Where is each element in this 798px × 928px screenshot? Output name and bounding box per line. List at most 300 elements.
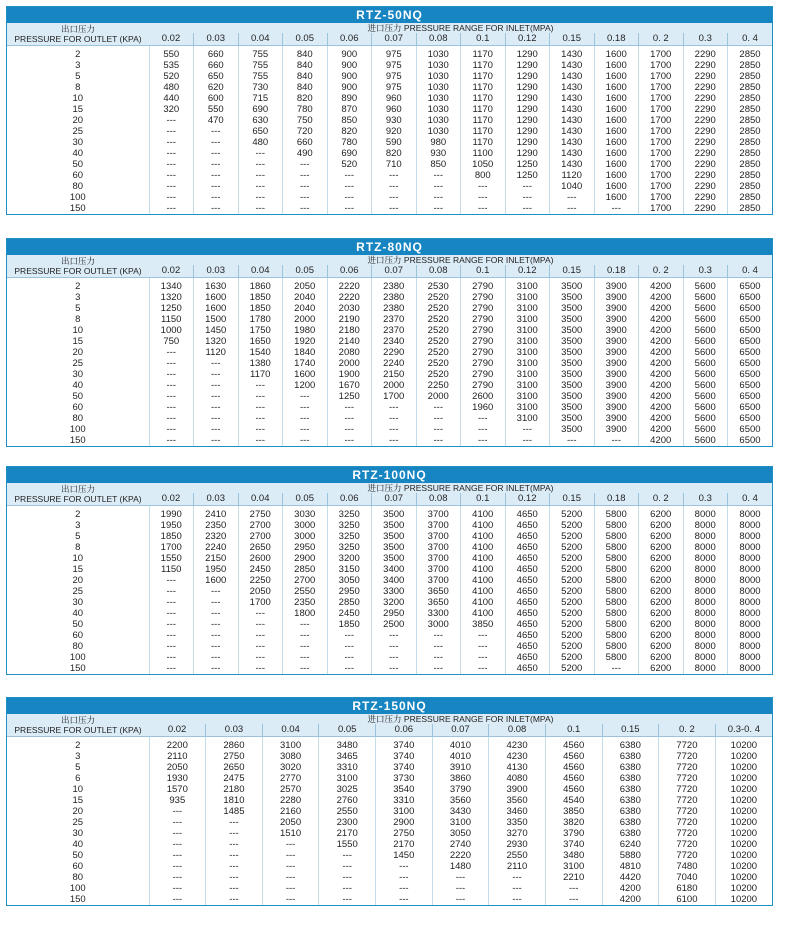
flow-value-cell: 4200 (639, 358, 684, 369)
table-row (7, 278, 772, 293)
flow-value-cell: 1290 (505, 60, 550, 71)
flow-value-cell: 8000 (683, 520, 728, 531)
flow-value-cell: 5200 (550, 520, 595, 531)
flow-value-cell: --- (194, 619, 239, 630)
flow-value-cell: 3080 (262, 751, 319, 762)
flow-value-cell: 4650 (505, 619, 550, 630)
flow-value-cell: --- (489, 883, 546, 894)
flow-value-cell: 4100 (461, 564, 506, 575)
flow-value-cell: 3400 (372, 575, 417, 586)
inlet-column-header: 0.18 (594, 33, 639, 46)
flow-value-cell: 6500 (728, 358, 773, 369)
flow-value-cell: 3250 (327, 520, 372, 531)
flow-value-cell: --- (505, 192, 550, 203)
flow-value-cell: 10200 (715, 850, 772, 861)
flow-value-cell: 3430 (432, 806, 489, 817)
flow-value-cell: 3900 (489, 784, 546, 795)
flow-value-cell: --- (149, 391, 194, 402)
flow-value-cell: 4560 (545, 762, 602, 773)
flow-value-cell: 3100 (505, 278, 550, 293)
flow-value-cell: 5800 (594, 553, 639, 564)
flow-value-cell: 1170 (461, 46, 506, 61)
table-row (7, 104, 772, 115)
flow-value-cell: --- (194, 608, 239, 619)
flow-value-cell: --- (194, 586, 239, 597)
flow-value-cell: 3900 (594, 413, 639, 424)
flow-value-cell: 3250 (327, 542, 372, 553)
flow-value-cell: 1000 (149, 325, 194, 336)
flow-value-cell: 5600 (683, 380, 728, 391)
flow-value-cell: --- (461, 424, 506, 435)
flow-value-cell: 470 (194, 115, 239, 126)
flow-value-cell: 4200 (639, 369, 684, 380)
outlet-pressure-cell: 40 (72, 608, 84, 619)
flow-value-cell: 4650 (505, 542, 550, 553)
flow-value-cell: 3500 (550, 314, 595, 325)
flow-value-cell: 10200 (715, 806, 772, 817)
flow-value-cell: --- (416, 192, 461, 203)
flow-value-cell: 440 (149, 93, 194, 104)
flow-value-cell: 4200 (639, 347, 684, 358)
flow-value-cell: --- (327, 413, 372, 424)
flow-value-cell: --- (594, 663, 639, 674)
flow-value-cell: 2150 (372, 369, 417, 380)
flow-value-cell: 2750 (206, 751, 263, 762)
flow-value-cell: --- (372, 170, 417, 181)
flow-value-cell: 3860 (432, 773, 489, 784)
flow-value-cell: --- (149, 159, 194, 170)
inlet-column-header: 0.06 (327, 493, 372, 506)
flow-value-cell: 4560 (545, 773, 602, 784)
flow-value-cell: 2080 (327, 347, 372, 358)
flow-value-cell: --- (194, 137, 239, 148)
flow-value-cell: 3100 (319, 773, 376, 784)
pressure-table (7, 483, 772, 674)
flow-value-cell: 5600 (683, 325, 728, 336)
flow-value-cell: 1150 (149, 314, 194, 325)
table-row (7, 553, 772, 564)
inlet-column-header: 0.07 (372, 265, 417, 278)
flow-value-cell: 3050 (432, 828, 489, 839)
inlet-column-header: 0.03 (194, 493, 239, 506)
outlet-pressure-cell: 150 (69, 435, 86, 446)
flow-value-cell: 6500 (728, 391, 773, 402)
table-row (7, 883, 772, 894)
outlet-pressure-cell: 40 (72, 380, 84, 391)
flow-value-cell: 715 (238, 93, 283, 104)
flow-value-cell: 1600 (594, 159, 639, 170)
flow-value-cell: 620 (194, 82, 239, 93)
flow-value-cell: 7720 (659, 751, 716, 762)
table-row (7, 137, 772, 148)
flow-value-cell: 6500 (728, 424, 773, 435)
flow-value-cell: 1700 (639, 137, 684, 148)
flow-value-cell: 490 (283, 148, 328, 159)
flow-value-cell: 6200 (639, 586, 684, 597)
outlet-label-en: PRESSURE FOR OUTLET (KPA) (14, 266, 142, 276)
flow-value-cell: 2850 (728, 192, 773, 203)
inlet-column-header: 0.08 (489, 724, 546, 737)
flow-value-cell: 2790 (461, 358, 506, 369)
flow-value-cell: 3700 (416, 506, 461, 521)
flow-value-cell: 6500 (728, 347, 773, 358)
inlet-column-header: 0. 2 (639, 33, 684, 46)
table-row (7, 608, 772, 619)
outlet-pressure-cell: 80 (72, 641, 84, 652)
flow-value-cell: 6200 (639, 553, 684, 564)
flow-value-cell: 6200 (639, 608, 684, 619)
flow-value-cell: --- (238, 380, 283, 391)
flow-value-cell: 4650 (505, 652, 550, 663)
flow-value-cell: 3500 (550, 380, 595, 391)
flow-value-cell: --- (283, 424, 328, 435)
flow-value-cell: --- (206, 828, 263, 839)
flow-value-cell: --- (238, 159, 283, 170)
pressure-table (7, 23, 772, 214)
flow-value-cell: 2790 (461, 347, 506, 358)
flow-value-cell: 8000 (728, 575, 773, 586)
flow-value-cell: 2760 (319, 795, 376, 806)
flow-value-cell: --- (238, 413, 283, 424)
flow-value-cell: 1030 (416, 60, 461, 71)
flow-value-cell: --- (262, 850, 319, 861)
flow-value-cell: 4200 (602, 894, 659, 905)
flow-value-cell: 2050 (149, 762, 206, 773)
flow-value-cell: --- (283, 402, 328, 413)
flow-value-cell: 1700 (639, 170, 684, 181)
flow-value-cell: 6500 (728, 336, 773, 347)
outlet-pressure-cell: 50 (72, 619, 84, 630)
flow-value-cell: 730 (238, 82, 283, 93)
table-row (7, 872, 772, 883)
flow-value-cell: --- (149, 170, 194, 181)
flow-value-cell: --- (505, 435, 550, 446)
flow-value-cell: 5600 (683, 278, 728, 293)
flow-value-cell: --- (327, 192, 372, 203)
flow-value-cell: --- (283, 641, 328, 652)
flow-value-cell: --- (149, 828, 206, 839)
outlet-pressure-cell: 50 (72, 159, 84, 170)
flow-value-cell: --- (149, 203, 194, 214)
inlet-column-header: 0.04 (262, 724, 319, 737)
table-row (7, 325, 772, 336)
outlet-pressure-cell: 25 (72, 126, 84, 137)
flow-value-cell: --- (149, 652, 194, 663)
flow-value-cell: --- (194, 424, 239, 435)
flow-value-cell: 8000 (683, 619, 728, 630)
flow-value-cell: 480 (149, 82, 194, 93)
flow-value-cell: --- (149, 181, 194, 192)
flow-value-cell: 3100 (505, 314, 550, 325)
flow-value-cell: --- (149, 380, 194, 391)
flow-value-cell: --- (206, 839, 263, 850)
flow-value-cell: 6380 (602, 762, 659, 773)
flow-value-cell: 3500 (372, 506, 417, 521)
flow-value-cell: 2290 (683, 104, 728, 115)
flow-value-cell: 975 (372, 46, 417, 61)
flow-value-cell: 6500 (728, 435, 773, 446)
flow-value-cell: 6500 (728, 325, 773, 336)
inlet-column-header: 0.07 (432, 724, 489, 737)
flow-value-cell: --- (489, 872, 546, 883)
table-row (7, 806, 772, 817)
flow-value-cell: 3200 (327, 553, 372, 564)
flow-value-cell: 3310 (319, 762, 376, 773)
flow-value-cell: 2240 (194, 542, 239, 553)
flow-value-cell: 2050 (262, 817, 319, 828)
flow-value-cell: 1850 (238, 303, 283, 314)
outlet-pressure-cell: 2 (75, 740, 81, 751)
flow-value-cell: 2520 (416, 369, 461, 380)
flow-value-cell: 5800 (594, 597, 639, 608)
flow-value-cell: 5200 (550, 663, 595, 674)
flow-value-cell: --- (550, 435, 595, 446)
flow-value-cell: 8000 (728, 608, 773, 619)
flow-value-cell: 1650 (238, 336, 283, 347)
inlet-column-header: 0.02 (149, 724, 206, 737)
outlet-pressure-header (7, 714, 149, 737)
flow-value-cell: --- (283, 203, 328, 214)
flow-value-cell: 2000 (283, 314, 328, 325)
flow-value-cell: 2790 (461, 278, 506, 293)
outlet-pressure-cell: 5 (75, 71, 81, 82)
flow-value-cell: 1170 (461, 126, 506, 137)
outlet-pressure-cell: 15 (72, 336, 84, 347)
outlet-label-en: PRESSURE FOR OUTLET (KPA) (14, 34, 142, 44)
flow-value-cell: 5200 (550, 542, 595, 553)
flow-value-cell: 8000 (728, 597, 773, 608)
inlet-column-header: 0.12 (505, 493, 550, 506)
flow-value-cell: --- (149, 883, 206, 894)
flow-value-cell: --- (262, 872, 319, 883)
table-row (7, 369, 772, 380)
flow-value-cell: 590 (372, 137, 417, 148)
outlet-pressure-cell: 6 (75, 773, 81, 784)
flow-value-cell: 5600 (683, 369, 728, 380)
spec-table-2 (6, 466, 773, 675)
flow-value-cell: 2040 (283, 292, 328, 303)
flow-value-cell: 3700 (416, 564, 461, 575)
flow-value-cell: 2180 (327, 325, 372, 336)
flow-value-cell: 2790 (461, 303, 506, 314)
flow-value-cell: --- (319, 883, 376, 894)
flow-value-cell: --- (505, 181, 550, 192)
outlet-pressure-cell: 3 (75, 60, 81, 71)
flow-value-cell: 1600 (594, 93, 639, 104)
flow-value-cell: 2370 (372, 314, 417, 325)
flow-value-cell: 2320 (194, 531, 239, 542)
table-row (7, 850, 772, 861)
flow-value-cell: 2290 (683, 137, 728, 148)
flow-value-cell: --- (238, 391, 283, 402)
flow-value-cell: 6200 (639, 630, 684, 641)
flow-value-cell: 920 (372, 126, 417, 137)
flow-value-cell: --- (461, 663, 506, 674)
pressure-table (7, 255, 772, 446)
flow-value-cell: --- (416, 413, 461, 424)
flow-value-cell: --- (149, 148, 194, 159)
flow-value-cell: --- (327, 641, 372, 652)
flow-value-cell: 2290 (683, 71, 728, 82)
flow-value-cell: 4100 (461, 597, 506, 608)
flow-value-cell: 3480 (545, 850, 602, 861)
inlet-column-header: 0. 4 (728, 33, 773, 46)
flow-value-cell: --- (149, 663, 194, 674)
table-row (7, 71, 772, 82)
flow-value-cell: 6380 (602, 784, 659, 795)
flow-value-cell: 1510 (262, 828, 319, 839)
flow-value-cell: 7720 (659, 795, 716, 806)
flow-value-cell: 6380 (602, 806, 659, 817)
flow-value-cell: 10200 (715, 883, 772, 894)
flow-value-cell: 8000 (683, 506, 728, 521)
flow-value-cell: 1030 (416, 71, 461, 82)
flow-value-cell: --- (238, 608, 283, 619)
flow-value-cell: --- (505, 203, 550, 214)
flow-value-cell: 3100 (505, 347, 550, 358)
spec-table-3 (6, 697, 773, 906)
flow-value-cell: 3500 (550, 325, 595, 336)
flow-value-cell: 1430 (550, 71, 595, 82)
flow-value-cell: --- (149, 641, 194, 652)
flow-value-cell: 520 (327, 159, 372, 170)
flow-value-cell: --- (238, 181, 283, 192)
table-row (7, 586, 772, 597)
flow-value-cell: 3310 (376, 795, 433, 806)
flow-value-cell: --- (550, 203, 595, 214)
flow-value-cell: --- (283, 159, 328, 170)
table-row (7, 380, 772, 391)
flow-value-cell: 2030 (327, 303, 372, 314)
flow-value-cell: --- (194, 148, 239, 159)
flow-value-cell: 4560 (545, 784, 602, 795)
flow-value-cell: --- (416, 641, 461, 652)
flow-value-cell: 2290 (683, 181, 728, 192)
flow-value-cell: --- (194, 391, 239, 402)
flow-value-cell: --- (372, 652, 417, 663)
flow-value-cell: 4200 (639, 325, 684, 336)
flow-value-cell: 1290 (505, 126, 550, 137)
flow-value-cell: --- (416, 652, 461, 663)
flow-value-cell: 2850 (728, 148, 773, 159)
flow-value-cell: 2370 (372, 325, 417, 336)
flow-value-cell: 2290 (683, 46, 728, 61)
flow-value-cell: --- (206, 883, 263, 894)
flow-value-cell: 4100 (461, 608, 506, 619)
flow-value-cell: 3740 (545, 839, 602, 850)
flow-value-cell: 2550 (489, 850, 546, 861)
flow-value-cell: 2110 (489, 861, 546, 872)
flow-value-cell: 3500 (550, 303, 595, 314)
table-row (7, 413, 772, 424)
flow-value-cell: 6200 (639, 564, 684, 575)
outlet-pressure-cell: 30 (72, 369, 84, 380)
flow-value-cell: 5200 (550, 553, 595, 564)
flow-value-cell: 1700 (238, 597, 283, 608)
outlet-pressure-cell: 60 (72, 861, 84, 872)
flow-value-cell: 1430 (550, 46, 595, 61)
table-title: RTZ-80NQ (7, 239, 772, 255)
flow-value-cell: 2520 (416, 292, 461, 303)
flow-value-cell: 1740 (283, 358, 328, 369)
flow-value-cell: 900 (327, 46, 372, 61)
flow-value-cell: 7040 (659, 872, 716, 883)
flow-value-cell: --- (372, 663, 417, 674)
flow-value-cell: 1430 (550, 60, 595, 71)
flow-value-cell: --- (432, 883, 489, 894)
inlet-column-header: 0. 4 (728, 265, 773, 278)
outlet-pressure-cell: 20 (72, 347, 84, 358)
flow-value-cell: 2850 (728, 60, 773, 71)
flow-value-cell: 2150 (194, 553, 239, 564)
flow-value-cell: 4230 (489, 737, 546, 752)
flow-value-cell: 6200 (639, 597, 684, 608)
flow-value-cell: 1250 (505, 170, 550, 181)
flow-value-cell: 1700 (639, 82, 684, 93)
flow-value-cell: 6240 (602, 839, 659, 850)
flow-value-cell: 2290 (683, 159, 728, 170)
flow-value-cell: 3025 (319, 784, 376, 795)
flow-value-cell: 3650 (416, 597, 461, 608)
flow-value-cell: 2550 (283, 586, 328, 597)
table-row (7, 46, 772, 61)
outlet-pressure-cell: 50 (72, 850, 84, 861)
flow-value-cell: 10200 (715, 839, 772, 850)
table-row (7, 148, 772, 159)
flow-value-cell: 8000 (728, 630, 773, 641)
inlet-column-header: 0. 2 (639, 493, 684, 506)
flow-value-cell: --- (372, 192, 417, 203)
inlet-column-header: 0.15 (602, 724, 659, 737)
table-row (7, 828, 772, 839)
inlet-column-header: 0.02 (149, 265, 194, 278)
flow-value-cell: --- (238, 192, 283, 203)
flow-value-cell: 4230 (489, 751, 546, 762)
table-row (7, 336, 772, 347)
outlet-pressure-cell: 100 (69, 424, 86, 435)
flow-value-cell: 1600 (194, 303, 239, 314)
flow-value-cell: 1150 (149, 564, 194, 575)
flow-value-cell: 3500 (550, 391, 595, 402)
flow-value-cell: --- (262, 861, 319, 872)
flow-value-cell: --- (149, 586, 194, 597)
flow-value-cell: --- (194, 663, 239, 674)
flow-value-cell: 660 (283, 137, 328, 148)
flow-value-cell: --- (149, 413, 194, 424)
flow-value-cell: 2475 (206, 773, 263, 784)
flow-value-cell: --- (283, 630, 328, 641)
flow-value-cell: 1030 (416, 82, 461, 93)
flow-value-cell: 650 (194, 71, 239, 82)
outlet-pressure-cell: 2 (75, 49, 81, 60)
flow-value-cell: 3100 (505, 303, 550, 314)
inlet-column-header: 0.15 (550, 265, 595, 278)
table-row (7, 358, 772, 369)
flow-value-cell: --- (376, 872, 433, 883)
flow-value-cell: --- (149, 358, 194, 369)
inlet-column-header: 0. 2 (639, 265, 684, 278)
flow-value-cell: --- (149, 850, 206, 861)
flow-value-cell: 1700 (639, 148, 684, 159)
flow-value-cell: --- (149, 402, 194, 413)
table-row (7, 531, 772, 542)
flow-value-cell: 5200 (550, 564, 595, 575)
flow-value-cell: 720 (283, 126, 328, 137)
flow-value-cell: --- (194, 170, 239, 181)
flow-value-cell: 8000 (728, 564, 773, 575)
flow-value-cell: 3100 (505, 413, 550, 424)
outlet-label-en: PRESSURE FOR OUTLET (KPA) (14, 494, 142, 504)
